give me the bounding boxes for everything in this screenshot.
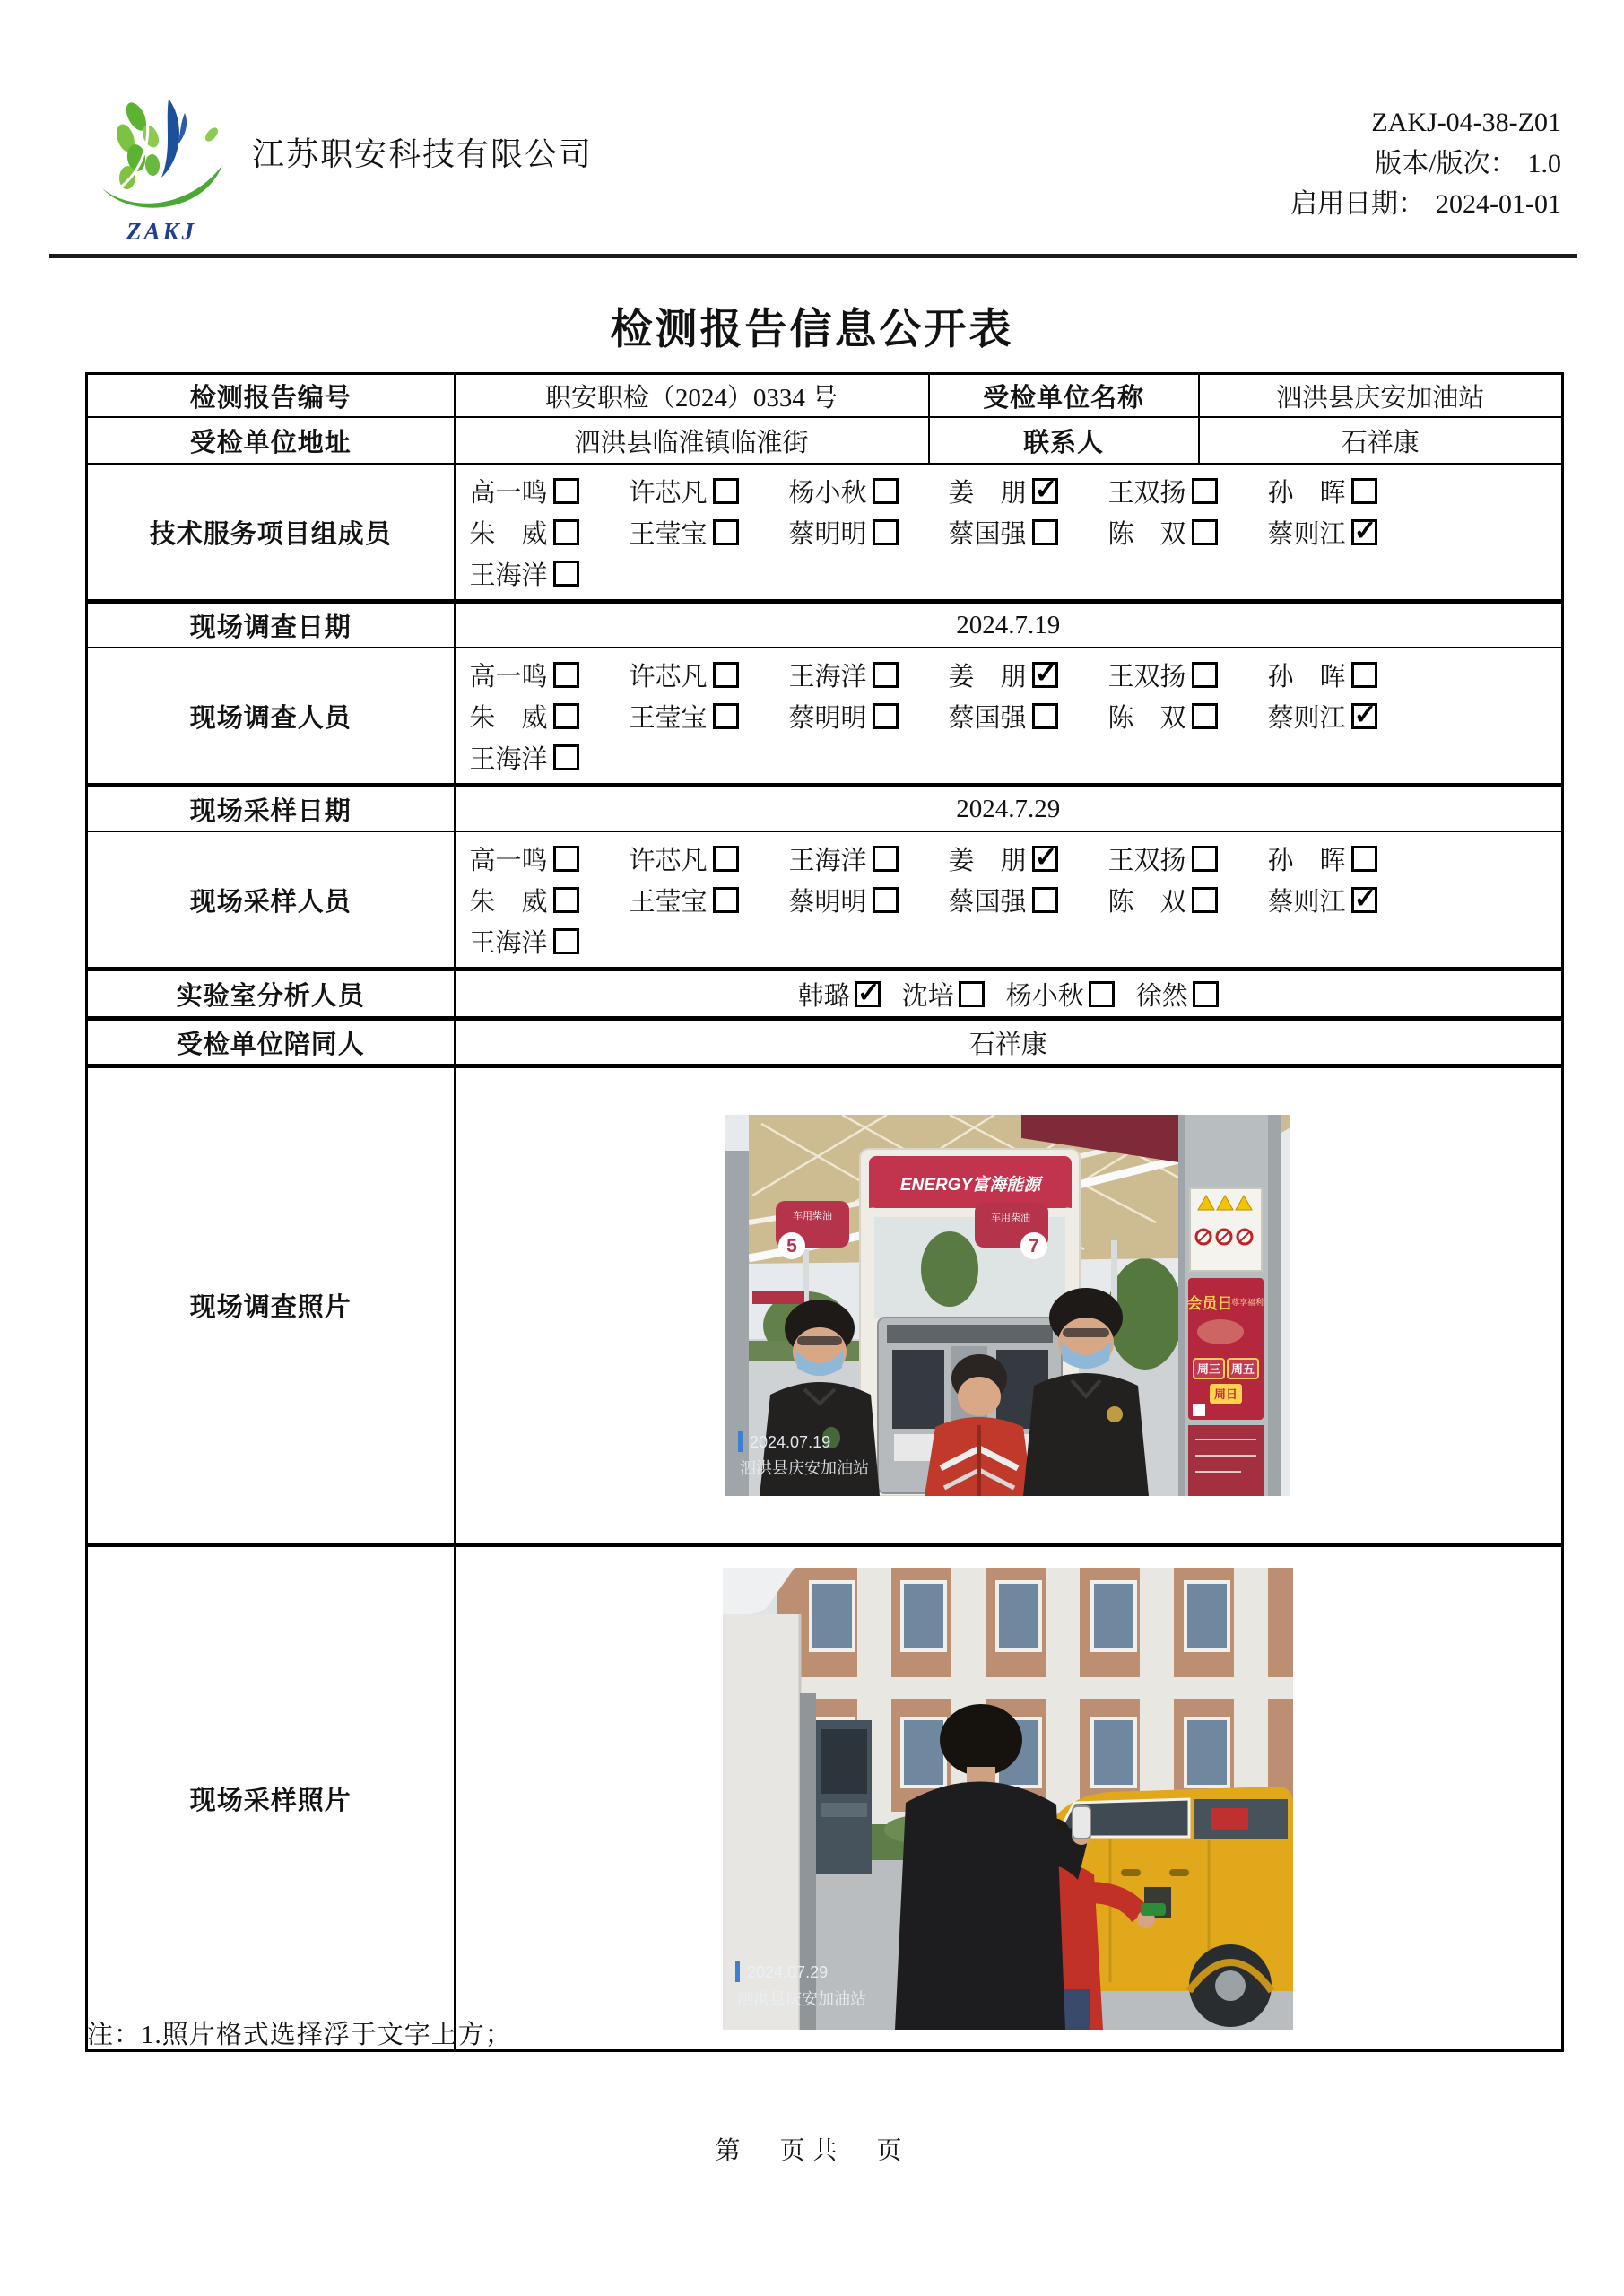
report-no-value: 职安职检（2024）0334 号 <box>455 374 929 418</box>
person-option <box>949 657 1058 693</box>
person-option <box>630 514 739 551</box>
person-option <box>630 698 739 735</box>
table-row <box>87 831 1563 970</box>
enable-date-label: 启用日期： <box>1290 189 1426 220</box>
table-row <box>87 648 1563 786</box>
person-name: 姜 朋 <box>948 662 1027 691</box>
version-label: 版本/版次： <box>1375 148 1517 178</box>
checkbox-unchecked <box>1351 478 1377 504</box>
sampling-photo-label: 现场采样照片 <box>87 1545 455 2051</box>
person-option <box>798 976 881 1013</box>
lab-analysts-checklist <box>459 973 1559 1014</box>
members-label: 技术服务项目组成员 <box>87 464 455 602</box>
person-option <box>1136 976 1219 1013</box>
person-name: 朱 威 <box>469 887 548 917</box>
person-name: 高一鸣 <box>469 478 548 508</box>
watermark-date: 2024.07.19 <box>750 1433 831 1451</box>
pump-sign-5-number: 5 <box>786 1236 798 1257</box>
checkbox-unchecked <box>553 703 579 729</box>
table-row <box>87 417 1563 464</box>
companion-value: 石祥康 <box>455 1019 1563 1066</box>
checkbox-checked <box>1351 887 1377 913</box>
person-option <box>1108 473 1218 509</box>
checkbox-checked <box>855 981 881 1007</box>
poster-day2-text: 周五 <box>1231 1362 1255 1376</box>
person-option <box>789 514 899 551</box>
table-row <box>87 786 1563 832</box>
checkbox-checked <box>1351 703 1377 729</box>
checkbox-line <box>470 470 1553 511</box>
pump-sign-5-label: 车用柴油 <box>793 1211 833 1222</box>
checkbox-line <box>470 879 1553 920</box>
lab-analysts-label: 实验室分析人员 <box>87 970 455 1019</box>
person-option <box>470 555 579 592</box>
checkbox-unchecked <box>713 519 739 545</box>
checkbox-unchecked <box>873 478 899 504</box>
person-option <box>789 698 899 735</box>
person-option <box>630 840 739 877</box>
checkbox-unchecked <box>1089 981 1115 1007</box>
checkbox-checked <box>1351 519 1377 545</box>
person-name: 王双扬 <box>1107 478 1186 508</box>
checkbox-unchecked <box>1351 662 1377 688</box>
person-name: 陈 双 <box>1107 703 1186 733</box>
person-option <box>789 882 899 918</box>
person-name: 王莹宝 <box>629 887 708 917</box>
checkbox-line <box>459 973 1559 1014</box>
checkbox-line <box>470 552 1553 594</box>
table-row <box>87 374 1563 418</box>
checkbox-unchecked <box>553 478 579 504</box>
poster-sub-text: 尊享福利 <box>1231 1298 1264 1307</box>
doc-code: ZAKJ-04-38-Z01 <box>1371 108 1561 137</box>
doc-version <box>1290 144 1561 185</box>
person-name: 王莹宝 <box>629 703 708 733</box>
table-row <box>87 1019 1563 1066</box>
companion-label: 受检单位陪同人 <box>87 1019 455 1066</box>
table-row <box>87 602 1563 648</box>
person-name: 王海洋 <box>469 928 548 958</box>
person-option <box>1108 657 1218 693</box>
leaf-logo-icon <box>90 83 233 217</box>
person-name: 王海洋 <box>788 662 867 691</box>
checkbox-unchecked <box>553 846 579 872</box>
person-option <box>789 840 899 877</box>
checkbox-unchecked <box>553 928 579 954</box>
version-value: 1.0 <box>1527 148 1561 178</box>
sampling-staff-checklist <box>459 834 1559 965</box>
person-name: 孙 晖 <box>1267 662 1346 691</box>
unit-name-value: 泗洪县庆安加油站 <box>1199 374 1563 418</box>
checkbox-unchecked <box>713 703 739 729</box>
footnote: 注：1.照片格式选择浮于文字上方； <box>87 2021 512 2049</box>
poster-day1-text: 周三 <box>1197 1362 1221 1376</box>
table-row <box>87 1066 1563 1545</box>
checkbox-unchecked <box>959 981 985 1007</box>
checkbox-unchecked <box>553 561 579 587</box>
person-name: 朱 威 <box>469 519 548 549</box>
person-name: 王海洋 <box>469 561 548 590</box>
header-divider <box>49 254 1577 258</box>
pump-sign-7-number: 7 <box>1029 1236 1040 1257</box>
report-no-label: 检测报告编号 <box>87 374 455 418</box>
person-option <box>1268 514 1377 551</box>
person-name: 韩璐 <box>797 981 850 1011</box>
watermark-site: 泗洪县庆安加油站 <box>737 1989 867 2008</box>
checkbox-unchecked <box>873 519 899 545</box>
checkbox-line <box>470 654 1553 695</box>
checkbox-checked <box>1032 662 1058 688</box>
survey-photo-label: 现场调查照片 <box>87 1066 455 1545</box>
person-option <box>949 840 1058 877</box>
person-option <box>949 514 1058 551</box>
table-row <box>87 1545 1563 2051</box>
checkbox-unchecked <box>1032 887 1058 913</box>
sampling-photo-cell <box>455 1545 1563 2051</box>
header-brand <box>85 83 593 246</box>
person-option <box>1108 840 1218 877</box>
checkbox-checked <box>1032 478 1058 504</box>
checkbox-unchecked <box>1032 703 1058 729</box>
checkbox-unchecked <box>1192 662 1218 688</box>
person-name: 王莹宝 <box>629 519 708 549</box>
person-option <box>949 698 1058 735</box>
checkbox-unchecked <box>1192 703 1218 729</box>
checkbox-line <box>470 920 1553 961</box>
checkbox-line <box>470 511 1553 552</box>
person-option <box>789 473 899 509</box>
person-name: 朱 威 <box>469 703 548 733</box>
person-option <box>470 923 579 960</box>
person-option <box>470 840 579 877</box>
checkbox-unchecked <box>553 887 579 913</box>
person-option <box>470 473 579 509</box>
sampling-staff-label: 现场采样人员 <box>87 831 455 970</box>
checkbox-unchecked <box>553 744 579 770</box>
survey-staff-label: 现场调查人员 <box>87 648 455 786</box>
person-name: 蔡则江 <box>1267 703 1346 733</box>
survey-date-label: 现场调查日期 <box>87 602 455 648</box>
members-cell <box>455 464 1563 602</box>
person-option <box>1006 976 1115 1013</box>
checkbox-unchecked <box>1192 846 1218 872</box>
survey-staff-cell <box>455 648 1563 786</box>
person-name: 姜 朋 <box>948 846 1027 875</box>
pump-brand-text: ENERGY富海能源 <box>900 1176 1041 1195</box>
checkbox-unchecked <box>553 662 579 688</box>
person-name: 陈 双 <box>1107 519 1186 549</box>
checkbox-checked <box>1032 846 1058 872</box>
checkbox-unchecked <box>713 662 739 688</box>
unit-address-value: 泗洪县临淮镇临淮街 <box>455 417 929 464</box>
person-option <box>1108 698 1218 735</box>
person-name: 许芯凡 <box>629 662 708 691</box>
sampling-date-value: 2024.7.29 <box>455 786 1563 832</box>
person-name: 蔡明明 <box>788 887 867 917</box>
person-name: 杨小秋 <box>788 478 867 508</box>
checkbox-unchecked <box>873 662 899 688</box>
checkbox-line <box>470 695 1553 736</box>
person-option <box>470 698 579 735</box>
checkbox-unchecked <box>1192 519 1218 545</box>
checkbox-unchecked <box>713 846 739 872</box>
person-name: 蔡则江 <box>1267 887 1346 917</box>
person-name: 蔡国强 <box>948 887 1027 917</box>
contact-value: 石祥康 <box>1199 417 1563 464</box>
checkbox-unchecked <box>873 703 899 729</box>
person-option <box>630 882 739 918</box>
person-name: 高一鸣 <box>469 662 548 691</box>
person-option <box>1108 514 1218 551</box>
company-name: 江苏职安科技有限公司 <box>252 135 594 172</box>
unit-address-label: 受检单位地址 <box>87 417 455 464</box>
person-option <box>1268 657 1377 693</box>
checkbox-unchecked <box>553 519 579 545</box>
person-option <box>789 657 899 693</box>
person-name: 孙 晖 <box>1267 478 1346 508</box>
person-option <box>1268 473 1377 509</box>
person-name: 蔡明明 <box>788 703 867 733</box>
person-name: 王双扬 <box>1107 662 1186 691</box>
person-name: 沈培 <box>901 981 954 1011</box>
person-name: 许芯凡 <box>629 846 708 875</box>
page-title: 检测报告信息公开表 <box>610 305 1014 352</box>
person-name: 王海洋 <box>469 744 548 774</box>
poster-title-text: 会员日 <box>1186 1295 1233 1312</box>
survey-date-value: 2024.7.19 <box>455 602 1563 648</box>
person-name: 王双扬 <box>1107 846 1186 875</box>
checkbox-unchecked <box>1032 519 1058 545</box>
person-name: 蔡国强 <box>948 703 1027 733</box>
person-name: 孙 晖 <box>1267 846 1346 875</box>
person-option <box>470 657 579 693</box>
checkbox-unchecked <box>713 887 739 913</box>
poster-day3-text: 周日 <box>1214 1387 1238 1401</box>
survey-photo-cell <box>455 1066 1563 1545</box>
report-info-table <box>85 372 1564 2052</box>
person-option <box>1268 882 1377 918</box>
person-name: 王海洋 <box>788 846 867 875</box>
survey-staff-checklist <box>459 650 1559 781</box>
sampling-photo <box>723 1568 1293 2030</box>
checkbox-unchecked <box>1192 887 1218 913</box>
checkbox-line <box>470 838 1553 879</box>
checkbox-unchecked <box>873 887 899 913</box>
checkbox-line <box>470 736 1553 778</box>
person-option <box>949 473 1058 509</box>
checkbox-unchecked <box>1351 846 1377 872</box>
page-header <box>85 83 1561 246</box>
person-name: 姜 朋 <box>948 478 1027 508</box>
person-name: 蔡明明 <box>788 519 867 549</box>
person-name: 高一鸣 <box>469 846 548 875</box>
person-option <box>470 739 579 776</box>
enable-date-value: 2024-01-01 <box>1436 189 1561 220</box>
checkbox-unchecked <box>713 478 739 504</box>
sampling-staff-cell <box>455 831 1563 970</box>
person-name: 杨小秋 <box>1005 981 1084 1011</box>
watermark-date: 2024.07.29 <box>747 1962 829 1981</box>
promo-poster <box>1187 1278 1264 1420</box>
logo-caption: ZAKJ <box>126 218 196 245</box>
checkbox-unchecked <box>1192 478 1218 504</box>
person-name: 许芯凡 <box>629 478 708 508</box>
survey-photo <box>725 1115 1290 1496</box>
person-name: 陈 双 <box>1107 887 1186 917</box>
person-name: 蔡则江 <box>1267 519 1346 549</box>
person-option <box>902 976 985 1013</box>
document-codes <box>1290 83 1561 225</box>
unit-name-label: 受检单位名称 <box>929 374 1199 418</box>
checkbox-unchecked <box>1193 981 1219 1007</box>
members-checklist <box>459 466 1559 597</box>
person-option <box>630 473 739 509</box>
watermark-site: 泗洪县庆安加油站 <box>740 1459 870 1477</box>
person-option <box>630 657 739 693</box>
contact-label: 联系人 <box>929 417 1199 464</box>
person-option <box>1268 840 1377 877</box>
company-logo <box>85 83 238 246</box>
doc-enable-date <box>1290 184 1561 225</box>
person-option <box>949 882 1058 918</box>
person-option <box>1268 698 1377 735</box>
table-row <box>87 464 1563 602</box>
person-name: 徐然 <box>1135 981 1188 1011</box>
person-name: 蔡国强 <box>948 519 1027 549</box>
table-row <box>87 970 1563 1019</box>
person-option <box>1108 882 1218 918</box>
person-option <box>470 514 579 551</box>
person-option <box>470 882 579 918</box>
page-number-footer: 第 页共 页 <box>715 2137 909 2165</box>
sampling-date-label: 现场采样日期 <box>87 786 455 832</box>
checkbox-unchecked <box>873 846 899 872</box>
pump-sign-7-label: 车用柴油 <box>991 1213 1031 1223</box>
lab-analysts-cell <box>455 970 1563 1019</box>
